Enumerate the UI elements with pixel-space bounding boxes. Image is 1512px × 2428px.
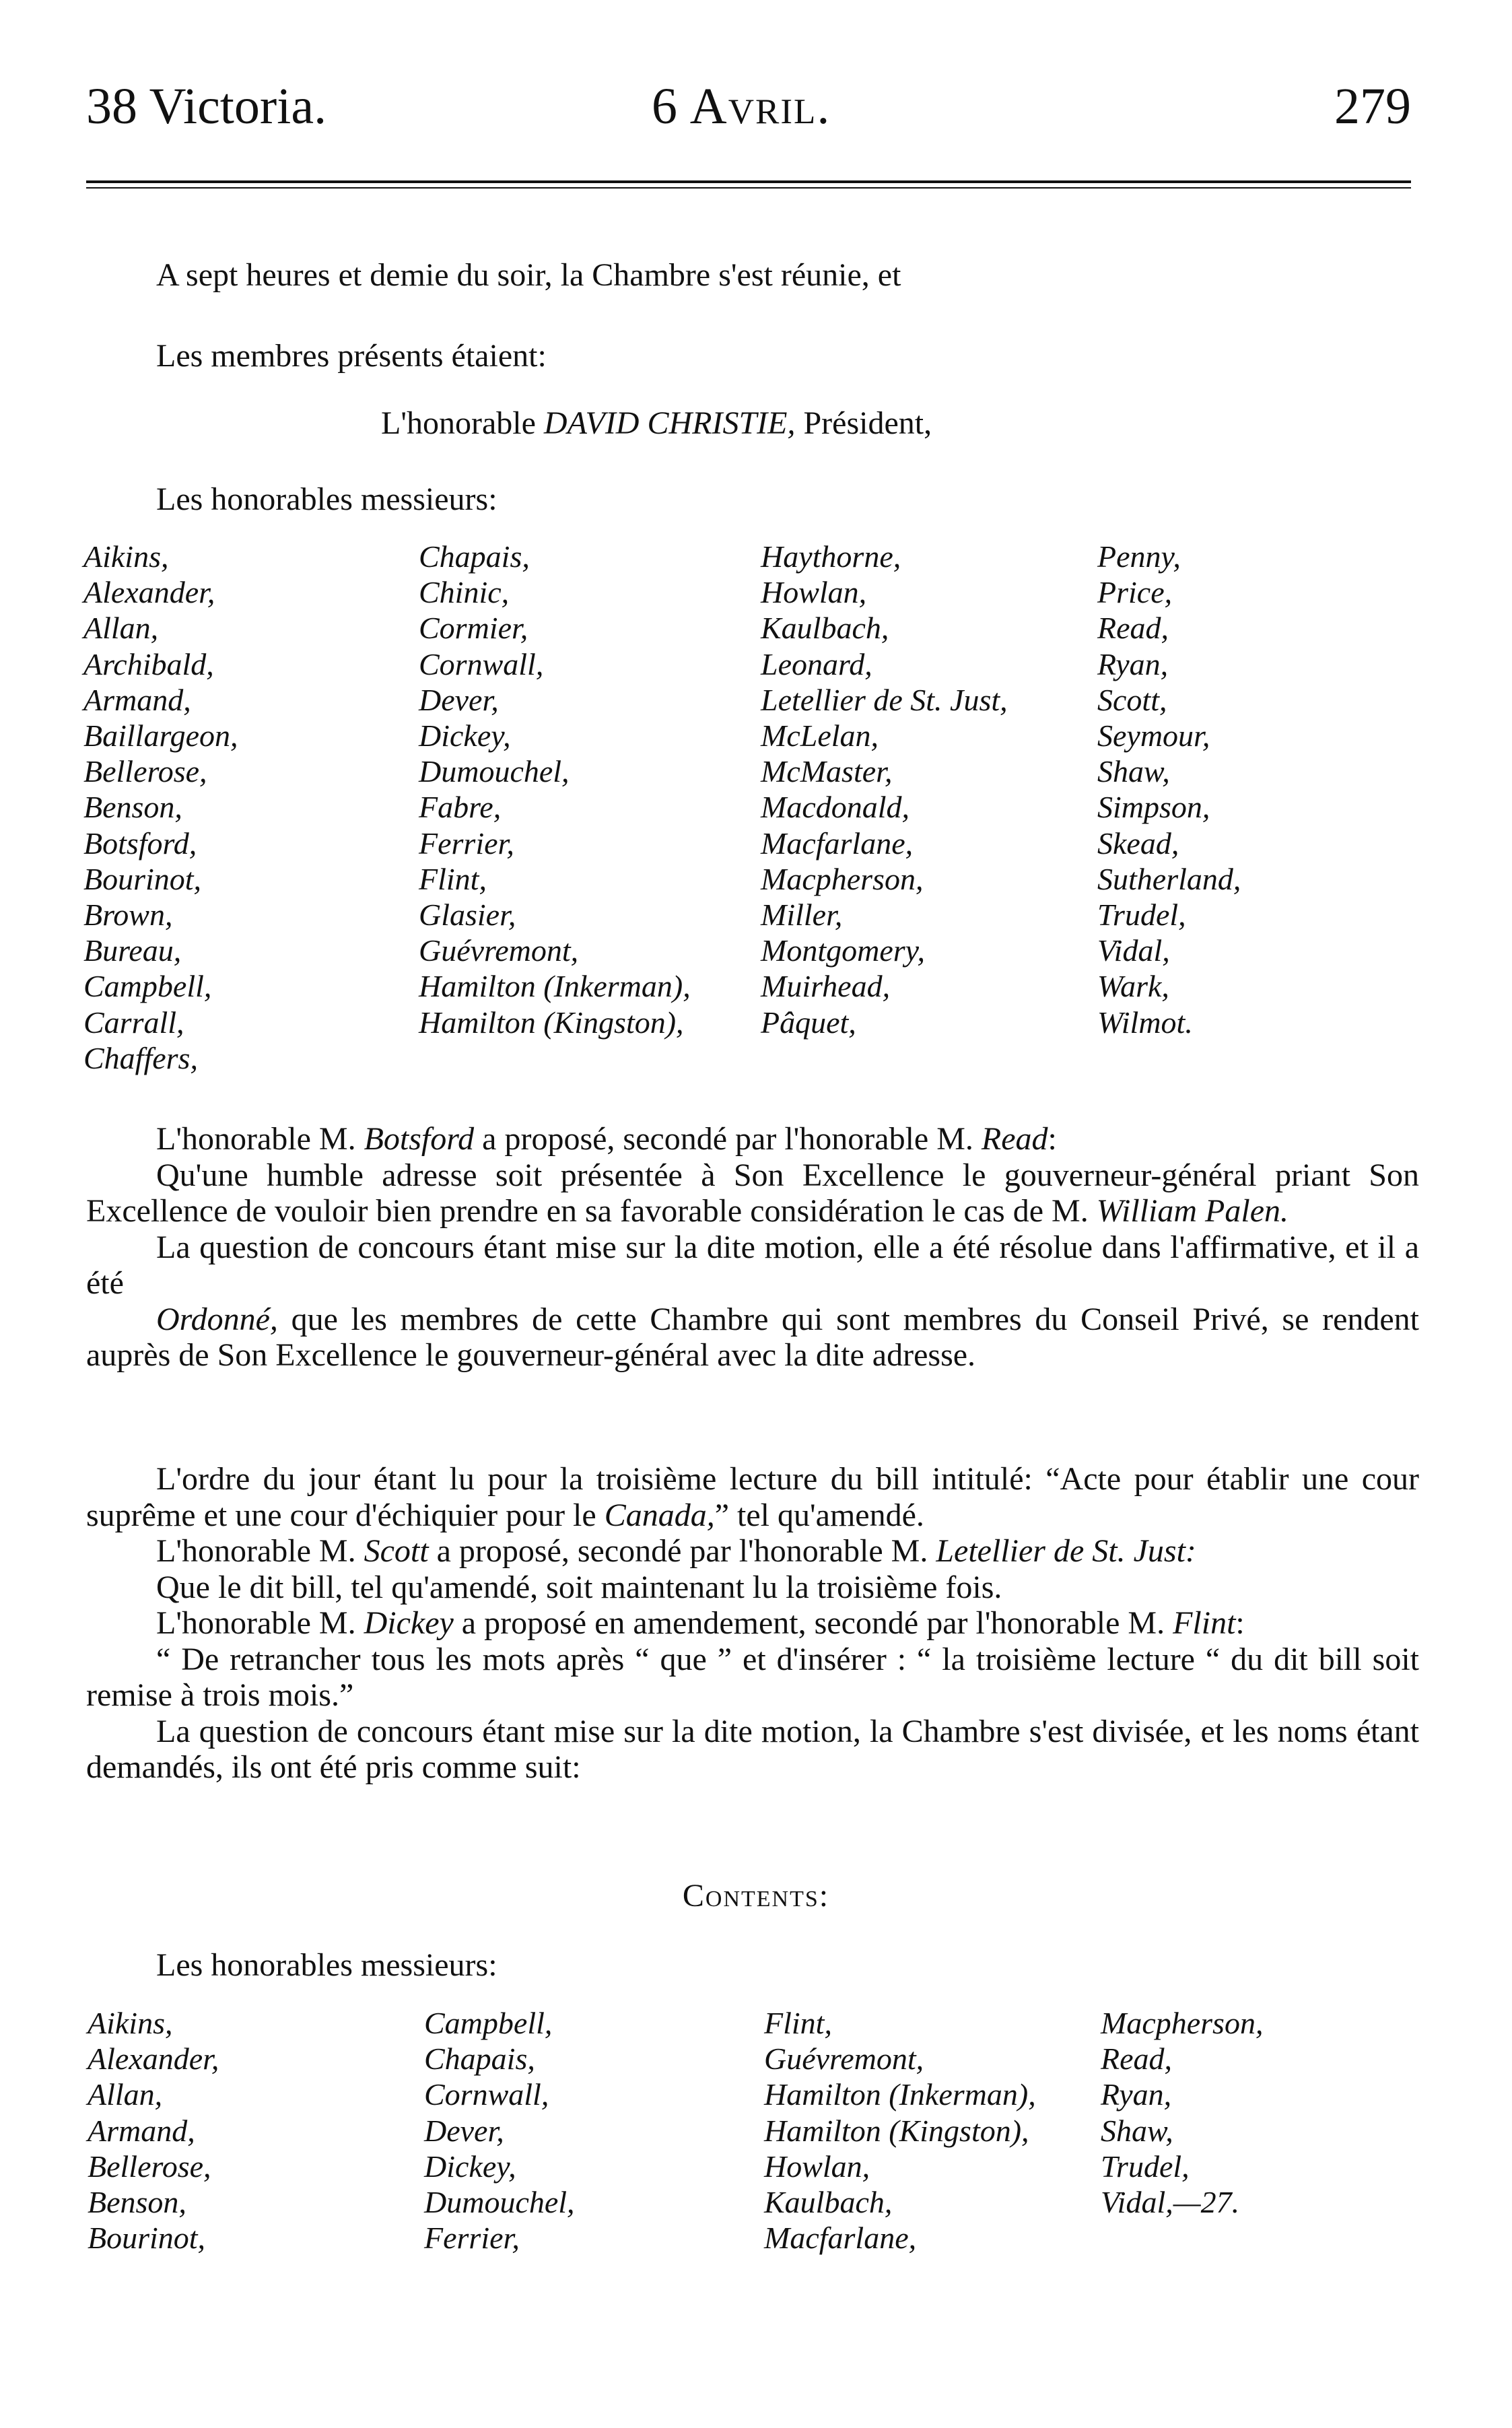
- member-name: Flint,: [419, 861, 487, 896]
- member-name: McLelan,: [761, 718, 879, 753]
- member-name: Cormier,: [419, 611, 528, 646]
- member-name: Pâquet,: [761, 1005, 856, 1040]
- member-name: Leonard,: [761, 646, 872, 681]
- member-name: Macpherson,: [761, 861, 924, 896]
- member-name: Botsford,: [83, 825, 197, 861]
- member-name: Kaulbach,: [761, 611, 889, 646]
- member-name: Scott,: [1097, 682, 1167, 717]
- member-name: Wilmot.: [1097, 1005, 1193, 1040]
- contents-name: Vidal,—27.: [1101, 2185, 1240, 2220]
- members-column-3: [761, 539, 1008, 1040]
- member-name: Read,: [1097, 611, 1169, 646]
- header-rule-bottom: [86, 187, 1411, 189]
- motion-address-resolution: La question de concours étant mise sur la dite motion, elle a été résolue dans l'affirmative, et il a été: [86, 1229, 1419, 1301]
- contents-name: Hamilton (Kingston),: [764, 2113, 1029, 2148]
- member-name: Skead,: [1097, 825, 1179, 861]
- contents-name: Read,: [1101, 2042, 1173, 2077]
- contents-name: Macfarlane,: [764, 2221, 917, 2256]
- member-name: Shaw,: [1097, 754, 1170, 789]
- motion-address-text: Qu'une humble adresse soit présentée à Son Excellence le gouverneur-général priant Son Excellence de vouloir bien prendre en sa favorable considération le cas de M. William Palen.: [86, 1157, 1419, 1229]
- member-name: Montgomery,: [761, 933, 926, 968]
- member-name: Vidal,: [1097, 933, 1170, 968]
- member-name: Wark,: [1097, 969, 1169, 1004]
- member-name: Howlan,: [761, 575, 867, 610]
- bill-motion-text: Que le dit bill, tel qu'amendé, soit maintenant lu la troisième fois.: [156, 1569, 1002, 1605]
- member-name: Sutherland,: [1097, 861, 1241, 896]
- contents-name: Trudel,: [1101, 2149, 1190, 2184]
- contents-name: Bellerose,: [88, 2149, 211, 2184]
- header-regnal-year: 38 Victoria.: [86, 78, 327, 135]
- member-name: Seymour,: [1097, 718, 1210, 753]
- contents-name: Campbell,: [424, 2006, 553, 2040]
- contents-name: Allan,: [88, 2077, 163, 2112]
- member-name: Benson,: [83, 790, 182, 825]
- member-name: Aikins,: [83, 539, 169, 574]
- member-name: Trudel,: [1097, 898, 1186, 933]
- member-name: Brown,: [83, 898, 173, 933]
- contents-name: Ferrier,: [424, 2221, 520, 2256]
- member-name: Bureau,: [83, 933, 182, 968]
- member-name: Bourinot,: [83, 861, 202, 896]
- president-name: DAVID CHRISTIE,: [543, 405, 796, 441]
- contents-column-3: [764, 2005, 1036, 2256]
- member-name: Simpson,: [1097, 790, 1210, 825]
- member-name: Allan,: [83, 611, 159, 646]
- member-name: Ryan,: [1097, 646, 1169, 681]
- member-name: Campbell,: [83, 969, 212, 1004]
- member-name: Chinic,: [419, 575, 510, 610]
- contents-name: Ryan,: [1101, 2077, 1172, 2112]
- member-name: Letellier de St. Just,: [761, 682, 1008, 717]
- member-name: Miller,: [761, 898, 843, 933]
- header-rule-top: [86, 180, 1411, 183]
- member-name: Muirhead,: [761, 969, 891, 1004]
- member-name: Dickey,: [419, 718, 511, 753]
- opening-line: A sept heures et demie du soir, la Chambre s'est réunie, et: [156, 257, 901, 293]
- contents-name: Dickey,: [424, 2149, 516, 2184]
- contents-name: Dumouchel,: [424, 2185, 575, 2220]
- contents-name: Dever,: [424, 2113, 504, 2148]
- members-column-1: [83, 539, 238, 1076]
- contents-name: Chapais,: [424, 2042, 535, 2077]
- member-name: Penny,: [1097, 539, 1181, 574]
- motion-address-proposer: L'honorable M. Botsford a proposé, secondé par l'honorable M. Read:: [156, 1121, 1057, 1157]
- member-name: Hamilton (Inkerman),: [419, 969, 691, 1004]
- member-name: Glasier,: [419, 898, 516, 933]
- contents-column-2: [424, 2005, 575, 2256]
- members-intro: Les honorables messieurs:: [156, 481, 497, 517]
- contents-name: Hamilton (Inkerman),: [764, 2077, 1036, 2112]
- member-name: Alexander,: [83, 575, 215, 610]
- member-name: Armand,: [83, 682, 191, 717]
- member-name: Chapais,: [419, 539, 530, 574]
- contents-heading: Contents:: [682, 1878, 830, 1914]
- contents-name: Guévremont,: [764, 2042, 924, 2077]
- member-name: Bellerose,: [83, 754, 207, 789]
- president-title: Président,: [803, 405, 932, 441]
- order-of-the-day: L'ordre du jour étant lu pour la troisième lecture du bill intitulé: “Acte pour établir une cour suprême et une cour d'échiquier pour le Canada,” tel qu'amendé.: [86, 1461, 1419, 1533]
- member-name: Hamilton (Kingston),: [419, 1005, 684, 1040]
- member-name: Macdonald,: [761, 790, 910, 825]
- member-name: Guévremont,: [419, 933, 579, 968]
- member-name: Ferrier,: [419, 825, 514, 861]
- member-name: Price,: [1097, 575, 1173, 610]
- bill-motion-proposer: L'honorable M. Scott a proposé, secondé par l'honorable M. Letellier de St. Just:: [156, 1533, 1196, 1569]
- president-line: [381, 407, 932, 440]
- amendment-proposer: L'honorable M. Dickey a proposé en amendement, secondé par l'honorable M. Flint:: [156, 1605, 1245, 1641]
- contents-name: Macpherson,: [1101, 2006, 1264, 2040]
- member-name: Haythorne,: [761, 539, 901, 574]
- member-name: Cornwall,: [419, 646, 544, 681]
- member-name: Dumouchel,: [419, 754, 570, 789]
- contents-column-4: [1101, 2005, 1263, 2220]
- header-page-number: 279: [1334, 78, 1411, 135]
- bill-third-reading-section: [86, 1461, 1419, 1786]
- contents-name: Shaw,: [1101, 2113, 1173, 2148]
- header-date: 6 Avril.: [652, 78, 831, 135]
- member-name: McMaster,: [761, 754, 893, 789]
- contents-name: Benson,: [88, 2185, 186, 2220]
- contents-name: Bourinot,: [88, 2221, 206, 2256]
- contents-name: Armand,: [88, 2113, 195, 2148]
- amendment-text: “ De retrancher tous les mots après “ que ” et d'insérer : “ la troisième lecture “ du dit bill soit remise à trois mois.”: [86, 1641, 1419, 1713]
- member-name: Baillargeon,: [83, 718, 238, 753]
- contents-name: Aikins,: [88, 2006, 173, 2040]
- contents-intro: Les honorables messieurs:: [156, 1947, 497, 1983]
- contents-name: Alexander,: [88, 2042, 219, 2077]
- members-present-line: Les membres présents étaient:: [156, 338, 547, 374]
- members-column-2: [419, 539, 691, 1040]
- contents-name: Flint,: [764, 2006, 832, 2040]
- motion-address-section: [86, 1121, 1419, 1374]
- member-name: Macfarlane,: [761, 825, 914, 861]
- member-name: Carrall,: [83, 1005, 184, 1040]
- contents-name: Kaulbach,: [764, 2185, 893, 2220]
- contents-name: Cornwall,: [424, 2077, 549, 2112]
- member-name: Chaffers,: [83, 1040, 198, 1075]
- member-name: Fabre,: [419, 790, 502, 825]
- member-name: Dever,: [419, 682, 499, 717]
- contents-name: Howlan,: [764, 2149, 870, 2184]
- president-prefix: L'honorable: [381, 405, 536, 441]
- contents-column-1: [88, 2005, 219, 2256]
- division-text: La question de concours étant mise sur la dite motion, la Chambre s'est divisée, et les noms étant demandés, ils ont été pris comme suit:: [86, 1713, 1419, 1785]
- members-column-4: [1097, 539, 1241, 1040]
- member-name: Archibald,: [83, 646, 214, 681]
- motion-address-order: Ordonné, que les membres de cette Chambre qui sont membres du Conseil Privé, se rendent auprès de Son Excellence le gouverneur-général avec la dite adresse.: [86, 1301, 1420, 1373]
